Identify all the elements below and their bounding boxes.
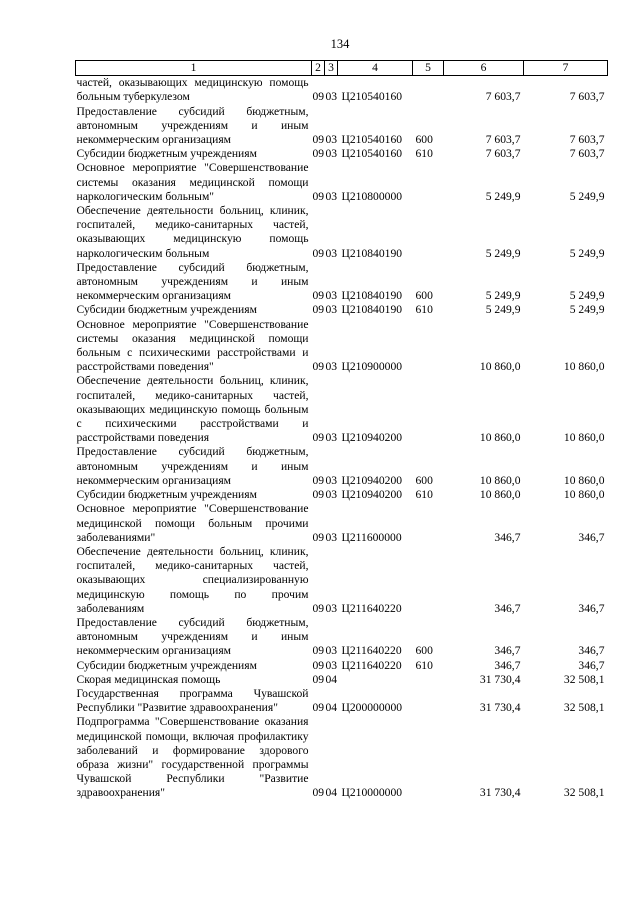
expense-type-cell: 610 (415, 147, 433, 161)
amount-year2-cell: 10 860,0 (563, 488, 605, 502)
table-header-row (76, 61, 608, 76)
target-article-cell: Ц210940200 (341, 488, 403, 502)
section-code-cell: 09 (312, 601, 325, 615)
table-row (76, 105, 608, 148)
amount-year2-cell: 346,7 (578, 530, 605, 544)
row-name-cell: Предоставление субсидий бюджетным, автономным учреждениям и иным некоммерческим организациям (76, 615, 309, 658)
amount-year1-cell: 5 249,9 (485, 189, 521, 203)
target-article-cell: Ц210900000 (341, 360, 403, 374)
expense-type-cell (413, 318, 444, 375)
section-code-cell: 09 (312, 701, 325, 715)
table-row (76, 261, 608, 304)
table-row (76, 687, 608, 715)
table-row (76, 318, 608, 375)
row-name-cell: Государственная программа Чувашской Республики "Развитие здравоохранения" (76, 686, 309, 715)
target-article-cell: Ц210000000 (341, 786, 403, 800)
subsection-code-cell: 04 (325, 786, 338, 800)
expense-type-cell (413, 715, 444, 800)
table-row (76, 147, 608, 161)
amount-year2-cell: 32 508,1 (563, 672, 605, 686)
subsection-code-cell: 04 (325, 672, 338, 686)
subsection-code-cell: 03 (325, 530, 338, 544)
expense-type-cell: 600 (415, 473, 433, 487)
section-code-cell: 09 (312, 133, 325, 147)
amount-year1-cell: 31 730,4 (479, 701, 521, 715)
row-name-cell: Основное мероприятие "Совершенствование системы оказания медицинской помощи наркологическим больным" (76, 161, 309, 203)
table-row (76, 374, 608, 445)
section-code-cell: 09 (312, 473, 325, 487)
expense-type-cell: 610 (415, 303, 433, 317)
amount-year2-cell: 346,7 (578, 601, 605, 615)
amount-year2-cell: 5 249,9 (569, 246, 605, 260)
table-row (76, 659, 608, 673)
expense-type-cell: 600 (415, 289, 433, 303)
row-name-cell: Предоставление субсидий бюджетным, автономным учреждениям и иным некоммерческим организациям (76, 445, 309, 487)
target-article-cell: Ц210940200 (341, 431, 403, 445)
row-name-cell: Обеспечение деятельности больниц, клиник, госпиталей, медико-санитарных частей, оказывающих медицинскую помощь наркологическим больным (76, 204, 309, 260)
table-row (76, 303, 608, 317)
row-name-cell: Предоставление субсидий бюджетным, автономным учреждениям и иным некоммерческим организациям (76, 104, 309, 147)
table-body (76, 76, 608, 801)
amount-year2-cell: 32 508,1 (563, 701, 605, 715)
section-code-cell: 09 (312, 644, 325, 658)
subsection-code-cell: 03 (325, 431, 338, 445)
expense-type-cell (413, 545, 444, 616)
page-number: 134 (330, 37, 350, 51)
row-name-cell: Подпрограмма "Совершенствование оказания медицинской помощи, включая профилактику заболеваний и формирование здорового образа жизни" государственной программы Чувашской Республики "Развитие здравоохранения" (76, 715, 309, 800)
target-article-cell: Ц211600000 (341, 530, 402, 544)
section-code-cell: 09 (312, 147, 325, 161)
amount-year1-cell: 7 603,7 (485, 133, 521, 147)
subsection-code-cell: 03 (325, 147, 338, 161)
subsection-code-cell: 03 (325, 360, 338, 374)
amount-year1-cell: 31 730,4 (479, 672, 521, 686)
expense-type-cell (413, 502, 444, 545)
column-header: 6 (444, 61, 524, 76)
subsection-code-cell: 03 (325, 488, 338, 502)
subsection-code-cell: 03 (325, 658, 338, 672)
section-code-cell: 09 (312, 530, 325, 544)
row-name-cell: Обеспечение деятельности больниц, клиник, госпиталей, медико-санитарных частей, оказывающих медицинскую помощь больным с психическими расстройствами и расстройствами поведения (76, 374, 309, 445)
section-code-cell: 09 (312, 431, 325, 445)
subsection-code-cell: 03 (325, 601, 338, 615)
subsection-code-cell: 04 (325, 701, 338, 715)
row-name-cell: Скорая медицинская помощь (76, 672, 221, 686)
section-code-cell: 09 (312, 303, 325, 317)
target-article-cell: Ц210540160 (341, 90, 403, 104)
target-article-cell: Ц210840190 (341, 303, 403, 317)
amount-year1-cell: 346,7 (494, 644, 521, 658)
subsection-code-cell: 03 (325, 303, 338, 317)
table-row (76, 502, 608, 545)
target-article-cell: Ц210540160 (341, 133, 403, 147)
amount-year2-cell: 7 603,7 (569, 90, 605, 104)
target-article-cell: Ц210840190 (341, 289, 403, 303)
section-code-cell: 09 (312, 488, 325, 502)
column-header: 3 (325, 61, 338, 76)
expense-type-cell (413, 374, 444, 445)
row-name-cell: Обеспечение деятельности больниц, клиник, госпиталей, медико-санитарных частей, оказывающих специализированную медицинскую помощь по прочим заболеваниям (76, 544, 309, 615)
row-name-cell: Субсидии бюджетным учреждениям (76, 303, 257, 317)
table-row (76, 76, 608, 105)
expense-type-cell (413, 204, 444, 261)
target-article-cell: Ц210940200 (341, 473, 403, 487)
expense-type-cell: 610 (415, 488, 433, 502)
expense-type-cell: 610 (415, 658, 433, 672)
amount-year1-cell: 5 249,9 (485, 289, 521, 303)
expense-type-cell (413, 687, 444, 715)
target-article-cell: Ц211640220 (341, 601, 402, 615)
target-article-cell: Ц211640220 (341, 644, 402, 658)
amount-year2-cell: 10 860,0 (563, 431, 605, 445)
section-code-cell: 09 (312, 246, 325, 260)
column-header: 4 (338, 61, 413, 76)
amount-year1-cell: 31 730,4 (479, 786, 521, 800)
row-name-cell: Предоставление субсидий бюджетным, автономным учреждениям и иным некоммерческим организациям (76, 260, 309, 303)
amount-year2-cell: 10 860,0 (563, 360, 605, 374)
amount-year1-cell: 10 860,0 (479, 431, 521, 445)
row-name-cell: Субсидии бюджетным учреждениям (76, 488, 257, 502)
section-code-cell: 09 (312, 360, 325, 374)
amount-year1-cell: 346,7 (494, 530, 521, 544)
amount-year1-cell: 7 603,7 (485, 147, 521, 161)
amount-year1-cell: 10 860,0 (479, 488, 521, 502)
amount-year1-cell: 346,7 (494, 601, 521, 615)
table-row (76, 488, 608, 502)
row-name-cell: Субсидии бюджетным учреждениям (76, 147, 257, 161)
amount-year2-cell: 7 603,7 (569, 147, 605, 161)
amount-year1-cell: 5 249,9 (485, 303, 521, 317)
section-code-cell: 09 (312, 289, 325, 303)
amount-year2-cell: 5 249,9 (569, 303, 605, 317)
table-row (76, 445, 608, 488)
amount-year1-cell: 10 860,0 (479, 473, 521, 487)
subsection-code-cell: 03 (325, 189, 338, 203)
table-row (76, 545, 608, 616)
amount-year1-cell: 7 603,7 (485, 90, 521, 104)
subsection-code-cell: 03 (325, 289, 338, 303)
table-row (76, 161, 608, 204)
amount-year1-cell: 346,7 (494, 658, 521, 672)
table-row (76, 673, 608, 687)
table-row (76, 204, 608, 261)
section-code-cell: 09 (312, 658, 325, 672)
row-name-cell: Субсидии бюджетным учреждениям (76, 658, 257, 672)
target-article-cell (338, 673, 413, 687)
section-code-cell: 09 (312, 189, 325, 203)
amount-year2-cell: 346,7 (578, 658, 605, 672)
amount-year2-cell: 346,7 (578, 644, 605, 658)
subsection-code-cell: 03 (325, 644, 338, 658)
expense-type-cell (413, 673, 444, 687)
subsection-code-cell: 03 (325, 133, 338, 147)
subsection-code-cell: 03 (325, 90, 338, 104)
column-header: 1 (76, 61, 312, 76)
amount-year2-cell: 10 860,0 (563, 473, 605, 487)
target-article-cell: Ц200000000 (341, 701, 403, 715)
subsection-code-cell: 03 (325, 473, 338, 487)
target-article-cell: Ц210540160 (341, 147, 403, 161)
section-code-cell: 09 (312, 786, 325, 800)
table-row (76, 616, 608, 659)
section-code-cell: 09 (312, 672, 325, 686)
amount-year1-cell: 5 249,9 (485, 246, 521, 260)
amount-year2-cell: 5 249,9 (569, 189, 605, 203)
row-name-cell: частей, оказывающих медицинскую помощь больным туберкулезом (76, 76, 309, 104)
target-article-cell: Ц211640220 (341, 658, 402, 672)
target-article-cell: Ц210840190 (341, 246, 403, 260)
row-name-cell: Основное мероприятие "Совершенствование системы оказания медицинской помощи больным с психическими расстройствами и расстройствами поведения" (76, 317, 309, 374)
expense-type-cell (413, 161, 444, 204)
table-row (76, 715, 608, 800)
column-header: 7 (524, 61, 608, 76)
amount-year2-cell: 5 249,9 (569, 289, 605, 303)
amount-year2-cell: 7 603,7 (569, 133, 605, 147)
expense-type-cell (413, 76, 444, 105)
amount-year2-cell: 32 508,1 (563, 786, 605, 800)
expense-type-cell: 600 (415, 133, 433, 147)
column-header: 5 (413, 61, 444, 76)
section-code-cell: 09 (312, 90, 325, 104)
row-name-cell: Основное мероприятие "Совершенствование медицинской помощи больным прочими заболеваниями" (76, 502, 309, 544)
amount-year1-cell: 10 860,0 (479, 360, 521, 374)
expense-type-cell: 600 (415, 644, 433, 658)
budget-table (75, 60, 608, 801)
column-header: 2 (312, 61, 325, 76)
subsection-code-cell: 03 (325, 246, 338, 260)
target-article-cell: Ц210800000 (341, 189, 403, 203)
